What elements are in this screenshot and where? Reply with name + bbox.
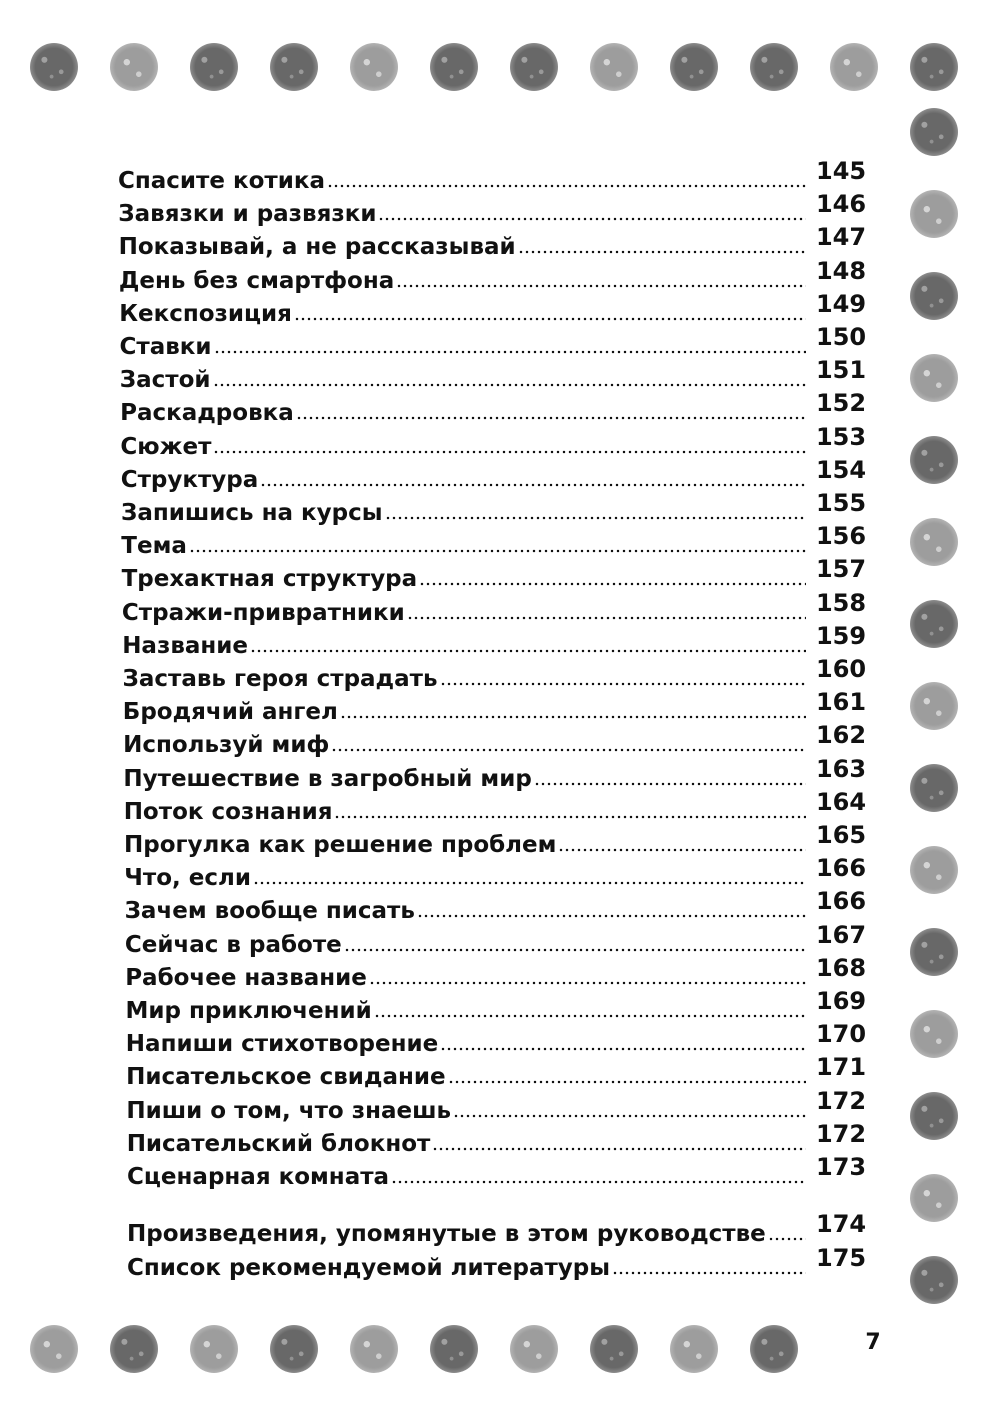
toc-entry[interactable] xyxy=(119,323,867,360)
toc-entry[interactable] xyxy=(123,754,867,792)
toc-entry-page: 154 xyxy=(815,455,867,484)
toc-entry[interactable] xyxy=(125,953,867,991)
toc-entry[interactable] xyxy=(122,621,867,659)
dot-leader xyxy=(385,516,806,520)
toc-entry-title: Трехактная структура xyxy=(121,566,418,593)
toc-entry-title: Раскадровка xyxy=(120,400,294,427)
toc-entry-title: Бродячий ангел xyxy=(122,699,338,726)
toc-entry-page: 157 xyxy=(815,555,867,584)
dot-leader xyxy=(396,284,806,288)
toc-entry-title: Что, если xyxy=(124,865,251,892)
toc-entry-title: Застой xyxy=(119,367,211,394)
toc-entry-title: Запишись на курсы xyxy=(121,500,383,526)
dot-leader xyxy=(213,383,806,387)
dot-leader xyxy=(294,317,806,321)
toc-entry[interactable] xyxy=(120,389,867,427)
toc-entry-title: Мир приключений xyxy=(125,998,372,1024)
toc-entry-title: Сейчас в работе xyxy=(124,931,342,958)
toc-entry-page: 166 xyxy=(815,854,867,883)
toc-entry[interactable] xyxy=(118,256,867,294)
toc-entry-page: 166 xyxy=(815,887,867,916)
toc-entry[interactable] xyxy=(118,157,867,194)
toc-entry-title: Заставь героя страдать xyxy=(122,666,438,692)
dot-leader xyxy=(417,914,806,918)
dot-leader xyxy=(334,815,806,819)
toc-entry-page: 152 xyxy=(815,389,867,418)
toc-entry-page: 172 xyxy=(815,1086,867,1115)
toc-entry-page: 148 xyxy=(815,256,867,285)
toc-entry[interactable] xyxy=(125,987,867,1024)
toc-entry-page: 168 xyxy=(815,953,867,982)
dot-leader xyxy=(260,483,806,487)
toc-entry-page: 162 xyxy=(815,721,867,750)
toc-entry-title: Поток сознания xyxy=(123,798,333,825)
toc-entry[interactable] xyxy=(124,821,867,858)
toc-entry-title: Показывай, а не рассказывай xyxy=(118,234,516,261)
dot-leader xyxy=(391,1180,806,1184)
dot-leader xyxy=(296,416,806,420)
toc-entry-page: 171 xyxy=(815,1053,867,1082)
toc-entry-title: Название xyxy=(122,632,249,659)
toc-entry-page: 159 xyxy=(815,621,867,650)
toc-entry[interactable] xyxy=(127,1244,867,1281)
toc-entry-title: Стражи-привратники xyxy=(121,599,405,626)
toc-entry-page: 150 xyxy=(816,323,867,351)
toc-entry-title: Ставки xyxy=(119,334,212,360)
toc-entry-page: 167 xyxy=(815,920,867,949)
toc-entry-title: Спасите котика xyxy=(118,168,325,194)
dot-leader xyxy=(440,682,806,686)
dot-leader xyxy=(331,748,806,752)
toc-entry[interactable] xyxy=(123,721,867,759)
toc-entry-page: 172 xyxy=(815,1119,867,1148)
dot-leader xyxy=(374,1014,806,1018)
dot-leader xyxy=(419,582,806,586)
dot-leader xyxy=(407,616,806,620)
toc-entry[interactable] xyxy=(118,190,867,228)
toc-entry[interactable] xyxy=(127,1153,867,1190)
toc-entry[interactable] xyxy=(120,422,867,460)
dot-leader xyxy=(448,1080,806,1084)
toc-entry-page: 156 xyxy=(815,522,867,551)
toc-entry[interactable] xyxy=(127,1210,867,1247)
toc-entry-page: 161 xyxy=(815,688,867,717)
toc-entry[interactable] xyxy=(124,887,867,925)
toc-entry-title: Тема xyxy=(121,533,187,560)
toc-entry[interactable] xyxy=(118,223,867,261)
toc-entry-title: Сюжет xyxy=(120,433,212,460)
toc-entry-page: 170 xyxy=(815,1020,867,1049)
toc-entry[interactable] xyxy=(126,1119,867,1157)
toc-entry-title: Сценарная комната xyxy=(127,1164,390,1190)
toc-entry[interactable] xyxy=(121,555,867,593)
toc-entry[interactable] xyxy=(122,688,867,726)
dot-leader xyxy=(327,184,806,188)
dot-leader xyxy=(344,948,806,952)
dot-leader xyxy=(534,782,806,786)
toc-entry-title: Путешествие в загробный мир xyxy=(123,765,532,792)
toc-entry-page: 174 xyxy=(816,1210,867,1238)
toc-entry[interactable] xyxy=(122,655,867,692)
toc-entry-title: Писательский блокнот xyxy=(126,1130,431,1157)
toc-entry-title: Кекспозиция xyxy=(119,300,292,327)
toc-entry-page: 151 xyxy=(815,356,867,385)
dot-leader xyxy=(518,250,806,254)
toc-entry[interactable] xyxy=(125,1020,867,1058)
dot-leader xyxy=(369,981,806,985)
toc-entry-page: 173 xyxy=(816,1153,867,1181)
toc-entry[interactable] xyxy=(123,787,867,825)
toc-entry-page: 164 xyxy=(815,787,867,816)
dot-leader xyxy=(214,350,806,354)
toc-entry[interactable] xyxy=(121,588,867,626)
dot-leader xyxy=(440,1047,806,1051)
dot-leader xyxy=(768,1237,806,1241)
toc-entry[interactable] xyxy=(119,356,867,394)
toc-entry-page: 163 xyxy=(815,754,867,783)
dot-leader xyxy=(340,715,806,719)
toc-entry[interactable] xyxy=(124,920,867,958)
toc-entry-page: 145 xyxy=(816,157,867,185)
toc-entry-page: 165 xyxy=(816,821,867,849)
dot-leader xyxy=(453,1114,806,1118)
dot-leader xyxy=(189,549,806,553)
toc-entry-page: 149 xyxy=(815,289,867,318)
toc-entry[interactable] xyxy=(121,522,867,560)
toc-entry-page: 169 xyxy=(816,987,867,1015)
toc-entry-title: Рабочее название xyxy=(125,964,367,991)
toc-entry[interactable] xyxy=(120,455,867,493)
toc-entry-title: Используй миф xyxy=(123,732,330,759)
toc-entry-page: 175 xyxy=(816,1244,867,1272)
toc-entry-title: День без смартфона xyxy=(118,267,395,294)
toc-entry-title: Завязки и развязки xyxy=(118,201,377,228)
toc-entry-page: 158 xyxy=(815,588,867,617)
toc-entry-page: 146 xyxy=(815,190,867,219)
dot-leader xyxy=(432,1147,806,1151)
toc-entry[interactable] xyxy=(119,289,867,327)
toc-entry-page: 160 xyxy=(816,655,867,683)
dot-leader xyxy=(253,881,806,885)
dot-leader xyxy=(558,848,806,852)
page-number: 7 xyxy=(865,1330,881,1355)
dot-leader xyxy=(612,1271,806,1275)
toc-entry-page: 155 xyxy=(816,489,867,517)
toc-entry-title: Пиши о том, что знаешь xyxy=(126,1097,452,1124)
toc-entry-title: Напиши стихотворение xyxy=(125,1031,439,1058)
toc-entry[interactable] xyxy=(124,854,867,892)
toc-entry-page: 153 xyxy=(815,422,867,451)
dot-leader xyxy=(213,450,806,454)
toc-entry-title: Список рекомендуемой литературы xyxy=(127,1255,611,1281)
toc-entry-title: Писательское свидание xyxy=(126,1064,446,1091)
toc-entry[interactable] xyxy=(121,489,867,526)
toc-entry-title: Прогулка как решение проблем xyxy=(124,832,557,858)
toc-entry[interactable] xyxy=(126,1053,867,1091)
toc-entry-title: Структура xyxy=(120,466,259,493)
toc-entry[interactable] xyxy=(126,1086,867,1124)
dot-leader xyxy=(378,217,806,221)
dot-leader xyxy=(250,649,806,653)
toc-entry-page: 147 xyxy=(815,223,867,252)
toc-entry-title: Произведения, упомянутые в этом руководстве xyxy=(127,1221,766,1247)
toc-entry-title: Зачем вообще писать xyxy=(124,898,415,925)
